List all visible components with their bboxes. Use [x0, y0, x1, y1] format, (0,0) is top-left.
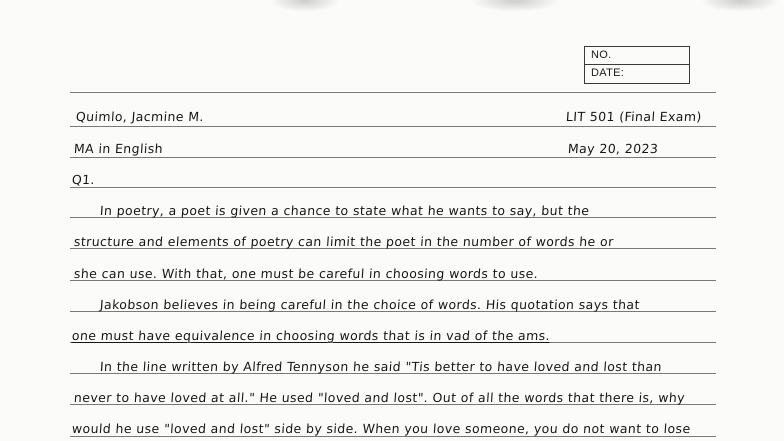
student-name: Quimlo, Jacmine M. [75, 109, 205, 124]
scan-smudge [270, 0, 340, 12]
answer-line: never to have loved at all." He used "loved and lost". Out of all the words that there is, why [73, 390, 686, 405]
ruled-line [70, 126, 716, 127]
answer-line: she can use. With that, one must be careful in choosing words to use. [73, 266, 539, 281]
answer-line: would he use "loved and lost" side by side. When you love someone, you do not want to lose [71, 421, 692, 436]
answer-line: one must have equivalence in choosing words that is in vad of the ams. [71, 328, 551, 343]
program: MA in English [73, 141, 164, 156]
answer-line: Jakobson believes in being careful in the choice of words. His quotation says that [99, 297, 641, 312]
ruled-line [70, 157, 716, 158]
ruled-line [70, 187, 716, 188]
scan-smudge [700, 0, 780, 12]
answer-line: In the line written by Alfred Tennyson he said "Tis better to have loved and lost than [99, 359, 663, 374]
ruled-line [70, 92, 716, 93]
answer-line: In poetry, a poet is given a chance to state what he wants to say, but the [99, 203, 590, 218]
scan-smudge [470, 0, 560, 12]
date-label: DATE: [585, 64, 689, 82]
ruled-line [70, 436, 716, 437]
number-label: NO. [591, 49, 612, 61]
course-code: LIT 501 (Final Exam) [565, 109, 703, 124]
exam-date: May 20, 2023 [567, 141, 659, 156]
answer-line: structure and elements of poetry can limit the poet in the number of words he or [73, 234, 615, 249]
number-date-box [584, 46, 690, 84]
question-number: Q1. [71, 172, 96, 187]
